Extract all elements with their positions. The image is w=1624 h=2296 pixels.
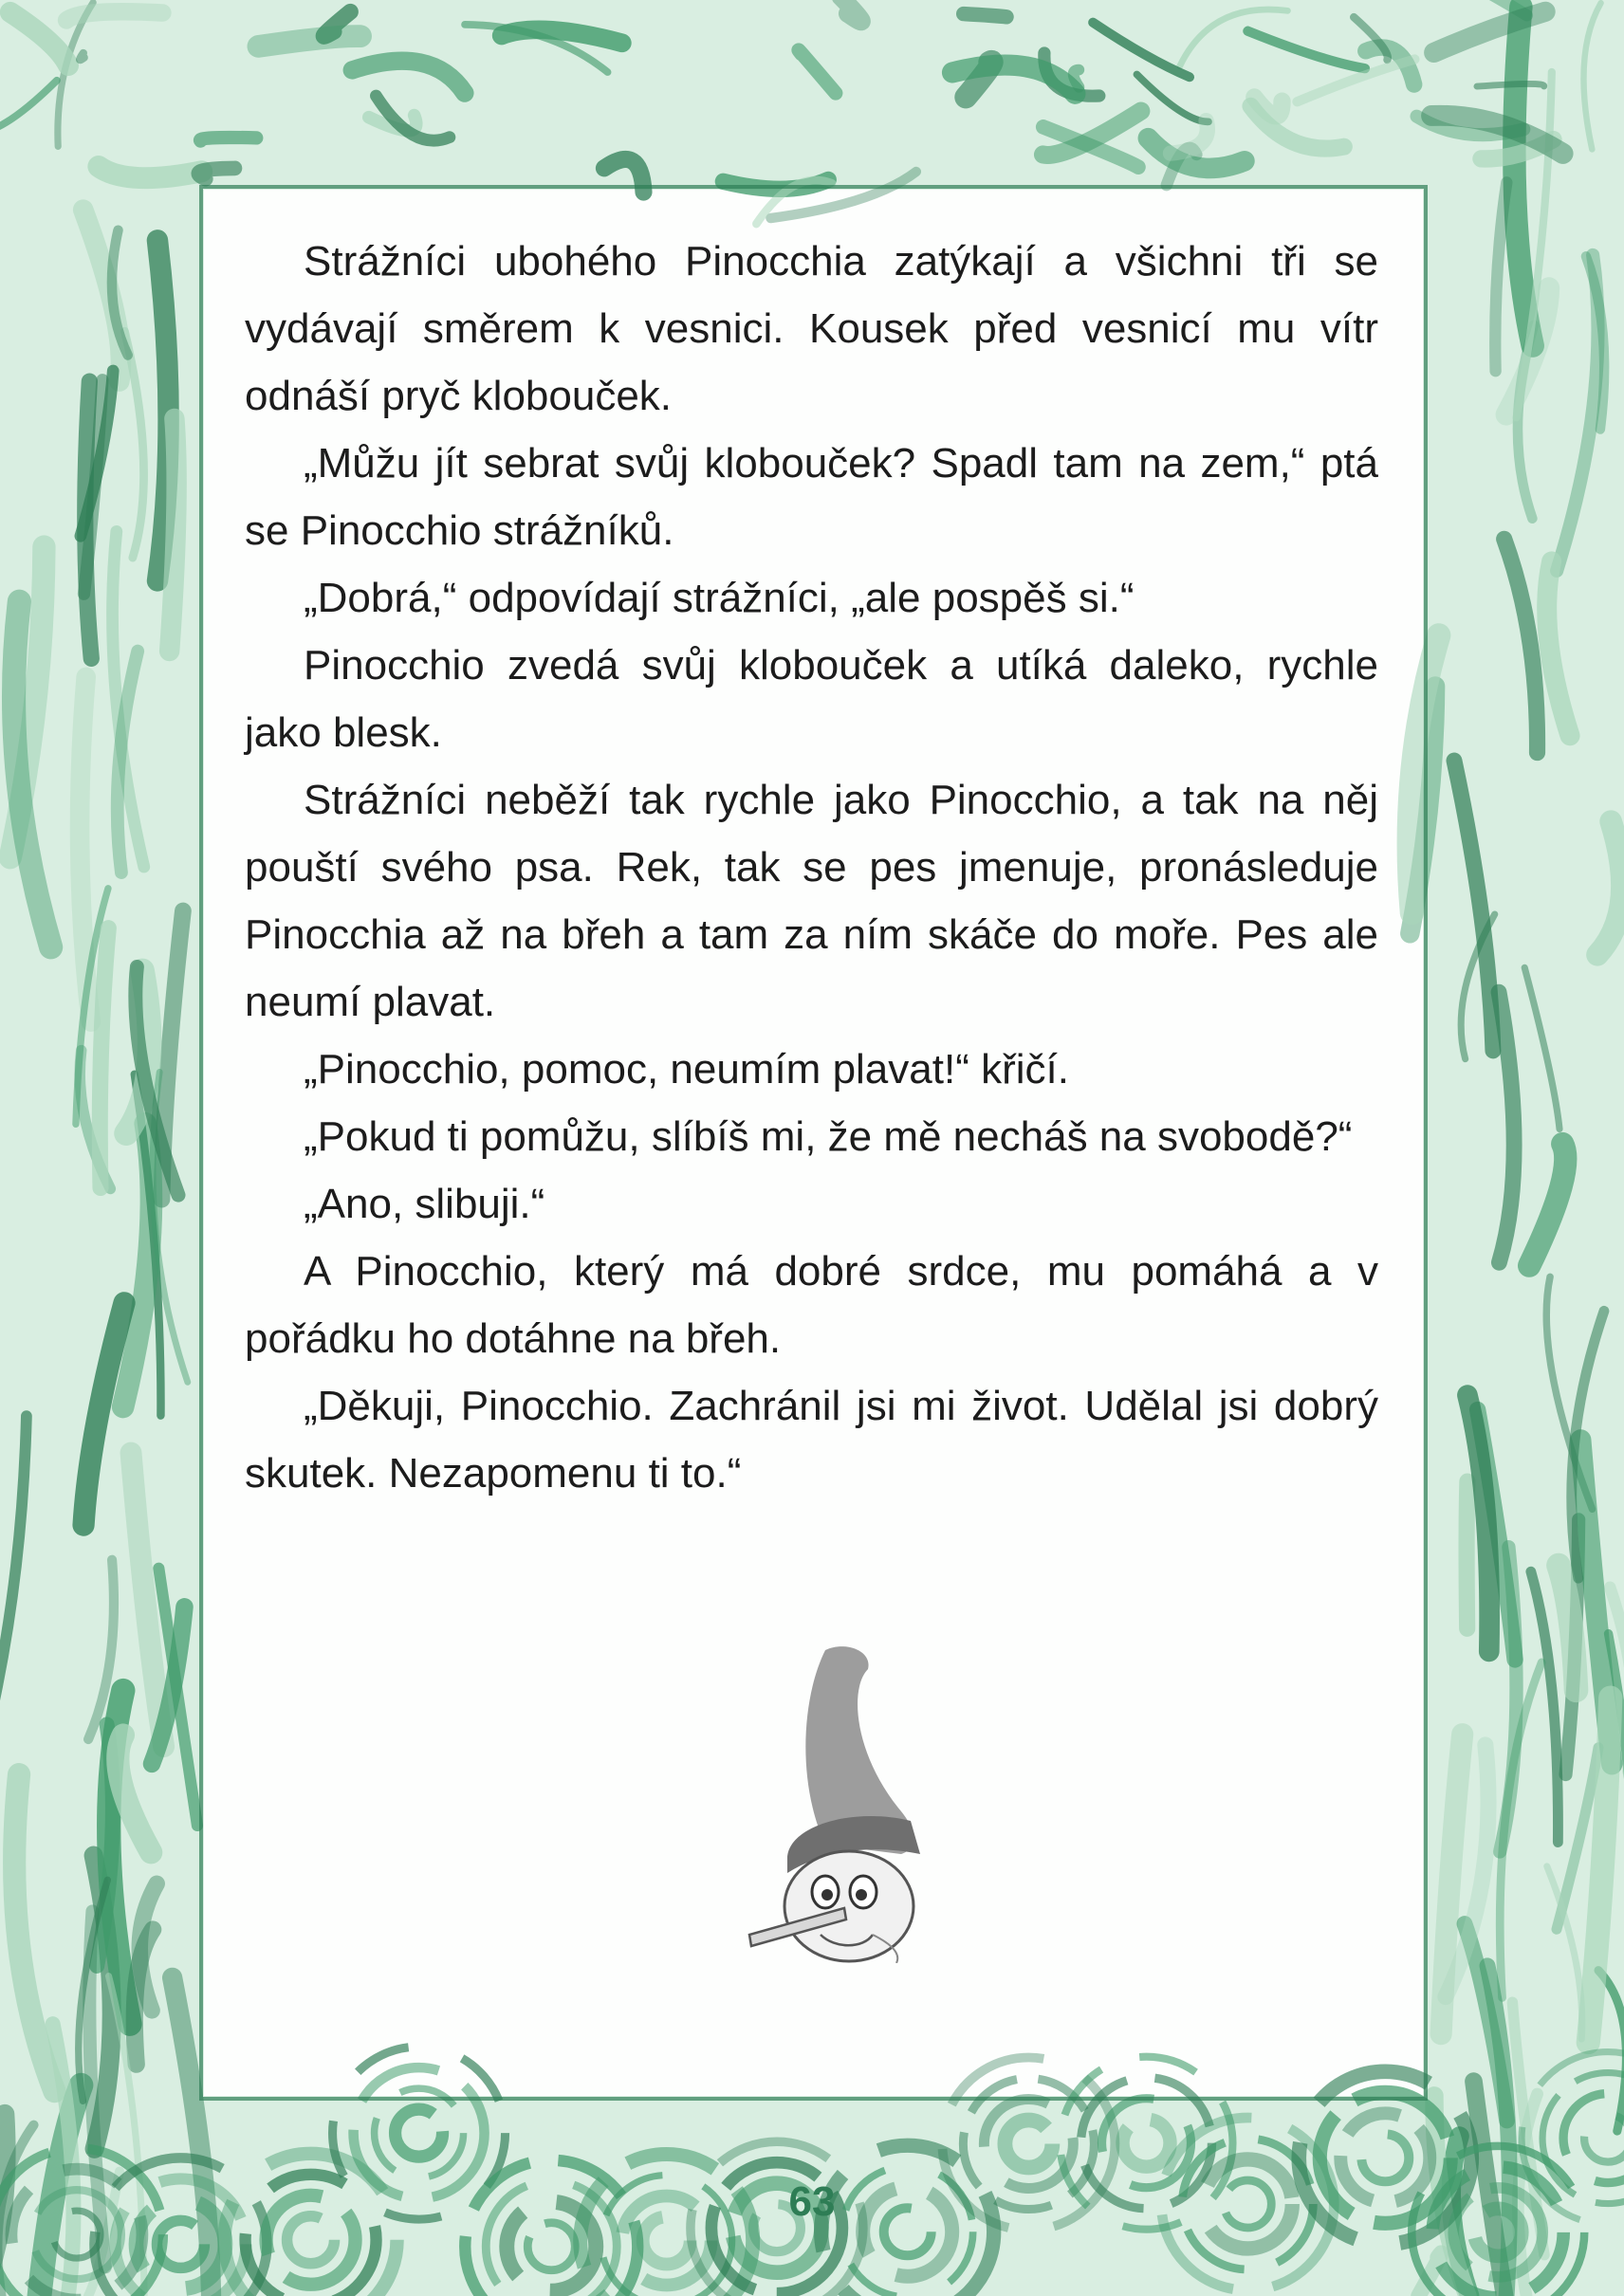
story-text bbox=[245, 228, 1378, 1507]
paragraph: „Pokud ti pomůžu, slíbíš mi, že mě necháš na svobodě?“ bbox=[304, 1113, 1353, 1160]
paragraph: „Pinocchio, pomoc, neumím plavat!“ křičí. bbox=[304, 1046, 1069, 1093]
paragraph: „Dobrá,“ odpovídají strážníci, „ale pospěš si.“ bbox=[304, 575, 1135, 621]
brush-stroke bbox=[840, 0, 861, 22]
page-number: 63 bbox=[788, 2178, 836, 2225]
brush-stroke bbox=[170, 418, 176, 651]
paragraph: „Děkuji, Pinocchio. Zachránil jsi mi život. Udělal jsi dobrý skutek. Nezapomenu ti to.“ bbox=[245, 1383, 1378, 1497]
pinocchio-head-illustration bbox=[730, 1622, 958, 1963]
brush-stroke bbox=[200, 138, 256, 141]
paragraph: „Ano, slibuji.“ bbox=[304, 1181, 545, 1227]
paragraph: „Můžu jít sebrat svůj klobouček? Spadl tam na zem,“ ptá se Pinocchio strážníků. bbox=[245, 440, 1378, 554]
brush-stroke bbox=[258, 36, 360, 46]
brush-stroke bbox=[80, 53, 84, 60]
brush-stroke bbox=[1477, 83, 1544, 86]
brush-stroke bbox=[66, 11, 162, 20]
paragraph: Strážníci ubohého Pinocchia zatýkají a všichni tři se vydávají směrem k vesnici. Kousek před vesnicí mu vítr odnáší pryč klobouček. bbox=[245, 238, 1378, 419]
brush-stroke bbox=[99, 167, 202, 178]
brush-stroke bbox=[100, 928, 108, 1188]
brush-stroke bbox=[964, 14, 1006, 17]
paragraph: Pinocchio zvedá svůj klobouček a utíká daleko, rychle jako blesk. bbox=[245, 642, 1378, 756]
paragraph: Strážníci neběží tak rychle jako Pinocchio, a tak na něj pouští svého psa. Rek, tak se pes jmenuje, pronásleduje Pinocchia až na břeh a tam za ním skáče do moře. Pes ale neumí plavat. bbox=[245, 777, 1378, 1025]
paragraph: A Pinocchio, který má dobré srdce, mu pomáhá a v pořádku ho dotáhne na břeh. bbox=[245, 1248, 1378, 1362]
